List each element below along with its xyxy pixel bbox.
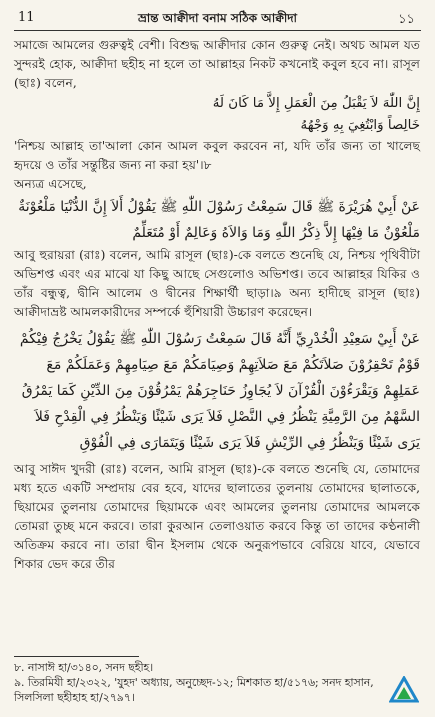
footnote-rule <box>14 656 139 657</box>
header-rule <box>14 30 421 31</box>
paragraph-1: সমাজে আমলের গুরুত্বই বেশী। বিশুদ্ধ আক্বীদার কোন গুরুত্ব নেই। অথচ আমল যত সুন্দরই হোক, আক্বীদা ছহীহ না হলে তা আল্লাহর নিকট কখনোই কবুল হবে না। রাসূল (ছাঃ) বলেন, <box>14 38 420 90</box>
paragraph-3: অন্যত্র এসেছে, <box>14 177 87 191</box>
footnote-8: ৮. নাসাঈ হা/৩১৪০, সনদ ছহীহ। <box>14 661 154 674</box>
arabic-hadith-3: عَنْ أَبِيْ سَعِيْدِ الْخُدْرِيِّ أَنَّهُ قَالَ سَمِعْتُ رَسُوْلَ اللّٰهِ ﷺ يَقُوْلُ يَخْرُجُ فِيْكُمْ قَوْمٌ تَحْقِرُوْنَ صَلاَتَكُمْ مَعَ صَلاَتِهِمْ وَصِيَامَكُمْ مَعَ صِيَامِهِمْ وَعَمَلَكُمْ مَعَ عَمَلِهِمْ وَيَقْرَءُوْنَ الْقُرْآنَ لاَ يُجَاوِزُ حَنَاجِرَهُمْ يَمْرُقُوْنَ مِنَ الدِّيْنِ كَمَا يَمْرُقُ السَّهْمُ مِنَ الرَّمِيَّةِ يَنْظُرُ فِي النَّصْلِ فَلاَ يَرَى شَيْئًا وَيَنْظُرُ فِي الْقِدْحِ فَلاَ يَرَى شَيْئًا وَيَنْظُرُ فِي الرِّيْشِ فَلاَ يَرَى شَيْئًا وَيَتَمَارَى فِي الْفُوْقِ <box>19 331 420 451</box>
page-body <box>14 36 420 574</box>
paragraph-2: 'নিশ্চয় আল্লাহ তা'আলা কোন আমল কবুল করবেন না, যদি তাঁর জন্য তা খালেছ হৃদয়ে ও তাঁর সন্তুষ্টির জন্য না করা হয়'।৮ <box>14 139 420 172</box>
running-title: ভ্রান্ত আক্বীদা বনাম সঠিক আক্বীদা <box>137 11 298 25</box>
arabic-hadith-1: إِنَّ اللّٰهَ لاَ يَقْبَلُ مِنَ الْعَمَلِ إِلاَّ مَا كَانَ لَهُ <box>212 96 420 111</box>
paragraph-4: আবু হুরায়রা (রাঃ) বলেন, আমি রাসূল (ছাঃ)-কে বলতে শুনেছি যে, নিশ্চয় পৃথিবীটা অভিশপ্ত এবং এর মাঝে যা কিছু আছে সেগুলোও অভিশপ্ত। তবে আল্লাহর যিকির ও তাঁর বন্ধুত্ব, দ্বীনি আলেম ও দ্বীনের শিক্ষার্থী ছাড়া।৯ অন্য হাদীছে রাসূল (ছাঃ) আক্বীদাভ্রষ্ট আমলকারীদের সম্পর্কে হুঁশিয়ারী উচ্চারণ করেছেন। <box>14 248 420 319</box>
page-number-left: 11 <box>18 10 35 25</box>
paragraph-5: আবু সাঈদ খুদরী (রাঃ) বলেন, আমি রাসূল (ছাঃ)-কে বলতে শুনেছি যে, তোমাদের মধ্য হতে একটি সম্প্রদায় বের হবে, যাদের ছালাতের তুলনায় তোমাদের ছালাতকে, ছিয়ামের তুলনায় তোমাদের ছিয়ামকে এবং আমলের তুলনায় তোমাদের আমলকে তোমরা তুচ্ছ মনে করবে। তারা কুরআন তেলাওয়াত করবে কিন্তু তা তাদের কণ্ঠনালী অতিক্রম করবে না। তারা দ্বীন ইসলাম থেকে অনুরূপভাবে বেরিয়ে যাবে, যেভাবে শিকার ভেদ করে তীর <box>14 462 420 571</box>
arabic-hadith-1-cont: خَالِصاً وَابْتُغِيَ بِهِ وَجْهُهُ <box>300 118 420 133</box>
publisher-logo-icon <box>389 676 419 706</box>
page-number-right: ১১ <box>398 12 415 27</box>
arabic-hadith-2: عَنْ أَبِيْ هُرَيْرَةَ ﷺ قَالَ سَمِعْتُ رَسُوْلَ اللّٰهِ ﷺ يَقُوْلُ أَلاَ إِنَّ الدُّنْيَا مَلْعُوْنَةٌ مَلْعُوْنٌ مَا فِيْهَا إِلاَّ ذِكْرُ اللّٰهِ وَمَا وَالاَهُ وَعَالِمٌ أَوْ مُتَعَلِّمٌ <box>18 199 420 241</box>
footnotes <box>14 660 374 705</box>
footnote-9: ৯. তিরমিযী হা/২৩২২, 'যুহদ' অধ্যায়, অনুচ্ছেদ-১২; মিশকাত হা/৫১৭৬; সনদ হাসান, সিলসিলা ছহীহাহ হা/২৭৯৭। <box>14 676 374 704</box>
